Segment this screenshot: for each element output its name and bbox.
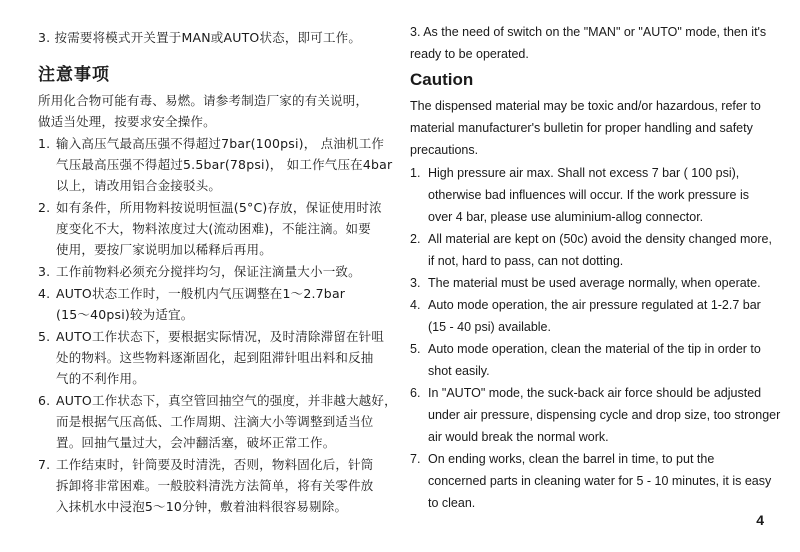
item-line: AUTO工作状态下，真空管回抽空气的强度，并非越大越好， xyxy=(56,393,397,408)
item-line: air would break the normal work. xyxy=(428,430,609,444)
item-line: to clean. xyxy=(428,496,476,510)
item-line: 以上，请改用铝合金接驳头。 xyxy=(56,178,222,193)
item-number: 4. xyxy=(38,286,51,301)
intro-line-en: 3. As the need of switch on the "MAN" or "AUTO" mode, then it's xyxy=(410,25,767,39)
item-number: 6. xyxy=(38,393,51,408)
item-line: otherwise bad influences will occur. If the work pressure is xyxy=(428,188,749,202)
list-item-5-en xyxy=(410,341,761,357)
item-line: 处的物料。这些物料逐渐固化，起到阻滞针咀出料和反抽 xyxy=(56,350,374,365)
item-number: 3. xyxy=(38,264,51,279)
item-number: 5. xyxy=(410,342,421,356)
list-item-5-cn xyxy=(38,329,384,345)
item-number: 7. xyxy=(38,457,51,472)
item-line: 置。回抽气量过大，会冲翻活塞，破坏正常工作。 xyxy=(56,435,336,450)
item-line: 如有条件，所用物料按说明恒温(5°C)存放，保证使用时浓 xyxy=(56,200,382,215)
list-item-6-cn xyxy=(38,393,397,409)
list-item-7-cn xyxy=(38,457,374,473)
item-line: All material are kept on (50c) avoid the density changed more, xyxy=(428,232,772,246)
item-line: 工作前物料必须充分搅拌均匀，保证注滴量大小一致。 xyxy=(56,264,361,279)
item-line: 拆卸将非常困难。一般胶料清洗方法简单，将有关零件放 xyxy=(56,478,374,493)
item-number: 5. xyxy=(38,329,51,344)
list-item-7-en xyxy=(410,451,714,467)
item-number: 7. xyxy=(410,452,421,466)
intro-item-cn: 3. 按需要将模式开关置于MAN或AUTO状态，即可工作。 xyxy=(38,30,362,45)
list-item-3-en xyxy=(410,275,761,291)
item-line: 气压最高压强不得超过5.5bar(78psi)， 如工作气压在4bar xyxy=(56,157,393,172)
item-line: 度变化不大，物料浓度过大(流动困难)，不能注滴。如要 xyxy=(56,221,371,236)
item-line: 使用，要按厂家说明加以稀释后再用。 xyxy=(56,242,272,257)
item-line: AUTO状态工作时，一般机内气压调整在1～2.7bar xyxy=(56,286,346,301)
item-line: concerned parts in cleaning water for 5 - 10 minutes, it is easy xyxy=(428,474,772,488)
item-line: On ending works, clean the barrel in time, to put the xyxy=(428,452,715,466)
list-item-2-cn xyxy=(38,200,382,216)
item-line: In "AUTO" mode, the suck-back air force should be adjusted xyxy=(428,386,762,400)
caution-intro-line: The dispensed material may be toxic and/or hazardous, refer to xyxy=(410,99,761,113)
item-line: Auto mode operation, the air pressure regulated at 1-2.7 bar xyxy=(428,298,761,312)
list-item-1-cn xyxy=(38,136,384,152)
item-number: 1. xyxy=(38,136,51,151)
item-number: 2. xyxy=(38,200,51,215)
item-number: 1. xyxy=(410,166,421,180)
list-item-2-en xyxy=(410,231,772,247)
item-number: 4. xyxy=(410,298,421,312)
caution-intro-line: precautions. xyxy=(410,143,479,157)
item-line: 入抹机水中浸泡5～10分钟，敷着油料很容易剔除。 xyxy=(56,499,348,514)
item-number: 6. xyxy=(410,386,421,400)
intro-line-en: ready to be operated. xyxy=(410,47,529,61)
item-line: (15 - 40 psi) available. xyxy=(428,320,551,334)
caution-intro-line: 所用化合物可能有毒、易燃。请参考制造厂家的有关说明， xyxy=(38,93,369,108)
item-line: 气的不利作用。 xyxy=(56,371,145,386)
caution-title-cn: 注意事项 xyxy=(38,65,110,85)
item-line: shot easily. xyxy=(428,364,490,378)
item-line: 工作结束时，针筒要及时清洗，否则，物料固化后，针筒 xyxy=(56,457,374,472)
item-line: Auto mode operation, clean the material of the tip in order to xyxy=(428,342,761,356)
list-item-3-cn xyxy=(38,264,361,280)
page-number: 4 xyxy=(756,512,764,528)
caution-intro-line: material manufacturer's bulletin for proper handling and safety xyxy=(410,121,753,135)
item-line: if not, hard to pass, can not dotting. xyxy=(428,254,624,268)
item-line: 而是根据气压高低、工作周期、注滴大小等调整到适当位 xyxy=(56,414,374,429)
caution-title-en: Caution xyxy=(410,70,474,89)
list-item-4-cn xyxy=(38,286,345,302)
list-item-4-en xyxy=(410,297,761,313)
item-number: 2. xyxy=(410,232,421,246)
list-item-6-en xyxy=(410,385,761,401)
item-number: 3. xyxy=(410,276,421,290)
list-item-1-en xyxy=(410,165,739,181)
item-line: High pressure air max. Shall not excess 7 bar ( 100 psi), xyxy=(428,166,740,180)
item-line: under air pressure, dispensing cycle and drop size, too stronger xyxy=(428,408,781,422)
item-line: (15～40psi)较为适宜。 xyxy=(56,307,194,322)
item-line: AUTO工作状态下，要根据实际情况，及时清除滞留在针咀 xyxy=(56,329,385,344)
item-line: over 4 bar, please use aluminium-allog connector. xyxy=(428,210,704,224)
item-line: The material must be used average normally, when operate. xyxy=(428,276,761,290)
item-line: 输入高压气最高压强不得超过7bar(100psi)， 点油机工作 xyxy=(56,136,385,151)
caution-intro-line: 做适当处理，按要求安全操作。 xyxy=(38,114,216,129)
